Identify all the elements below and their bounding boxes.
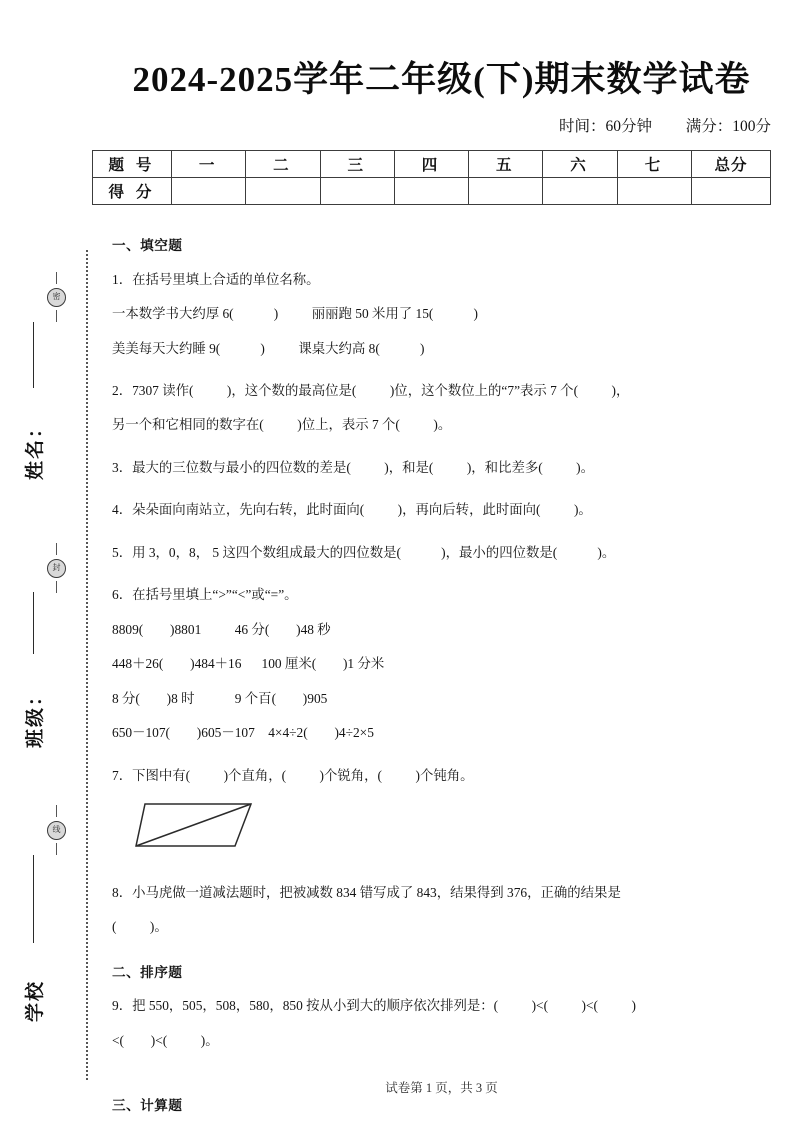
seal-mark-2: 封	[47, 559, 66, 578]
score-cell-6[interactable]	[543, 178, 617, 205]
section-heading-3: 三、计算题	[112, 1098, 183, 1114]
score-cell-7[interactable]	[617, 178, 691, 205]
school-label: 学校	[25, 979, 46, 1022]
score-cell-5[interactable]	[469, 178, 543, 205]
seal-tick-top-3	[56, 805, 57, 817]
name-label: 姓名：	[25, 416, 46, 480]
question-4-line-1[interactable]: 4．朵朵面向南站立，先向右转，此时面向( )，再向后转，此时面向( )。	[112, 502, 592, 518]
class-label: 班级：	[25, 684, 46, 748]
score-table	[92, 150, 771, 205]
question-1-line-2[interactable]: 一本数学书大约厚 6( ) 丽丽跑 50 米用了 15( )	[112, 306, 478, 322]
parallelogram-figure	[134, 798, 763, 862]
question-8-line-2[interactable]: ( )。	[112, 919, 168, 935]
question-6	[112, 582, 763, 745]
page-title: 2024-2025学年二年级(下)期末数学试卷	[132, 60, 751, 99]
page-footer: 试卷第 1 页，共 3 页	[385, 1081, 498, 1095]
paper-content	[90, 0, 793, 1122]
question-5	[112, 540, 763, 565]
score-cell-total[interactable]	[692, 178, 771, 205]
question-6-line-4[interactable]: 8 分( )8 时 9 个百( )905	[112, 690, 328, 706]
question-3	[112, 455, 763, 480]
time-limit-label: 时间：60分钟	[558, 118, 652, 135]
score-table-col-1: 一	[172, 151, 246, 178]
score-table-col-2: 二	[246, 151, 320, 178]
parallelogram-with-diagonal-icon	[134, 798, 266, 854]
seal-tick-top-1	[56, 272, 57, 284]
question-8-line-1: 8．小马虎做一道减法题时，把被减数 834 错写成了 843，结果得到 376，正确的结果是	[112, 884, 621, 900]
score-table-col-4: 四	[394, 151, 468, 178]
question-2	[112, 378, 763, 438]
score-cell-3[interactable]	[320, 178, 394, 205]
score-cell-1[interactable]	[172, 178, 246, 205]
questions-body	[112, 239, 763, 1113]
score-row-label: 得 分	[93, 178, 172, 205]
question-2-line-1[interactable]: 2．7307 读作( )，这个数的最高位是( )位，这个数位上的“7”表示 7 个( )，	[112, 383, 630, 398]
seal-mark-3: 线	[47, 821, 66, 840]
score-table-col-total: 总分	[692, 151, 771, 178]
question-6-line-5[interactable]: 650－107( )605－107 4×4÷2( )4÷2×5	[112, 725, 374, 741]
score-table-score-row	[93, 178, 771, 205]
question-9	[112, 993, 763, 1053]
score-table-col-6: 六	[543, 151, 617, 178]
score-table-col-7: 七	[617, 151, 691, 178]
section-heading-1: 一、填空题	[112, 238, 183, 253]
seal-tick-bottom-1	[56, 310, 57, 322]
question-6-line-2[interactable]: 8809( )8801 46 分( )48 秒	[112, 621, 331, 637]
question-7-line-1[interactable]: 7．下图中有( )个直角，( )个锐角，( )个钝角。	[112, 767, 474, 783]
score-table-container	[92, 150, 771, 205]
question-6-line-1: 6．在括号里填上“>”“<”或“=”。	[112, 587, 298, 603]
score-cell-4[interactable]	[394, 178, 468, 205]
score-cell-2[interactable]	[246, 178, 320, 205]
question-6-line-3[interactable]: 448＋26( )484＋16 100 厘米( )1 分米	[112, 656, 385, 672]
seal-tick-top-2	[56, 543, 57, 555]
question-1	[112, 267, 763, 361]
question-5-line-1[interactable]: 5．用 3，0，8， 5 这四个数组成最大的四位数是( )，最小的四位数是( )。	[112, 544, 616, 560]
binding-margin	[0, 0, 90, 1122]
score-table-col-3: 三	[320, 151, 394, 178]
fold-dotted-line	[86, 250, 88, 1080]
question-9-line-1[interactable]: 9．把 550，505，508，580，850 按从小到大的顺序依次排列是：( )<( )<( )	[112, 998, 636, 1014]
exam-meta	[90, 114, 793, 136]
question-1-line-1: 1．在括号里填上合适的单位名称。	[112, 271, 320, 287]
seal-tick-bottom-2	[56, 581, 57, 593]
question-3-line-1[interactable]: 3．最大的三位数与最小的四位数的差是( )，和是( )，和比差多( )。	[112, 459, 595, 475]
question-8	[112, 880, 763, 940]
question-7	[112, 763, 763, 863]
question-1-line-3[interactable]: 美美每天大约睡 9( ) 课桌大约高 8( )	[112, 340, 425, 356]
score-table-header-row	[93, 151, 771, 178]
total-score-label: 满分：100分	[685, 118, 771, 135]
question-2-line-2[interactable]: 另一个和它相同的数字在( )位上，表示 7 个( )。	[112, 417, 452, 433]
section-heading-2: 二、排序题	[112, 964, 183, 980]
question-4	[112, 497, 763, 522]
score-table-col-5: 五	[469, 151, 543, 178]
seal-mark-1: 密	[47, 288, 66, 307]
question-9-line-2[interactable]: <( )<( )。	[112, 1032, 219, 1048]
score-table-row-head: 题 号	[93, 151, 172, 178]
seal-tick-bottom-3	[56, 843, 57, 855]
